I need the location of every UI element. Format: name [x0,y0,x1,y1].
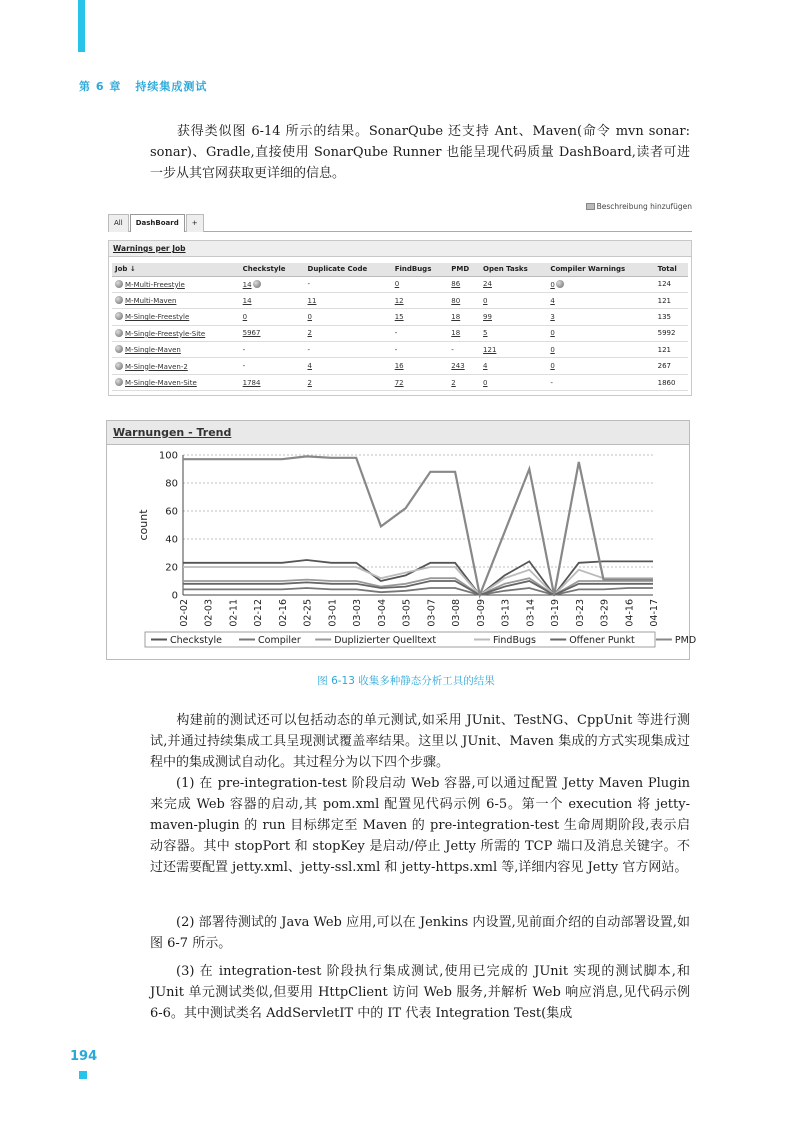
legend-label: FindBugs [493,635,536,646]
x-tick-label: 03-14 [525,599,537,627]
job-link[interactable]: M-Single-Maven [125,346,181,355]
x-tick-label: 02-02 [179,599,190,627]
warning-count-link[interactable]: 0 [483,378,488,387]
table-row [112,342,688,358]
table-cell [480,276,547,292]
x-tick-label: 03-13 [500,599,512,627]
chart-title: Warnungen - Trend [107,421,689,445]
table-cell: 121 [655,292,688,308]
tab-dashboard[interactable]: DashBoard [130,214,185,232]
chapter-title: 持续集成测试 [135,80,208,93]
table-cell [480,325,547,341]
table-cell: - [305,276,392,292]
legend-label: Checkstyle [170,635,223,646]
legend-label: Offener Punkt [569,635,635,646]
status-ball-icon [115,280,123,288]
table-row [112,374,688,390]
body-paragraph-1: 构建前的测试还可以包括动态的单元测试,如采用 JUnit、TestNG、CppUnit 等进行测试,并通过持续集成工具呈现测试覆盖率结果。这里以 JUnit、Maven 集成的方式实现集成过程中的集成测试自动化。其过程分为以下四个步骤。 [150,713,690,770]
y-tick-label: 100 [158,450,178,462]
table-cell: - [547,374,654,390]
table-cell: 267 [655,358,688,374]
warning-count-link[interactable]: 4 [307,362,312,371]
table-cell: - [240,342,305,358]
table-cell [112,358,240,374]
column-header: Checkstyle [240,263,305,276]
table-cell [448,292,480,308]
status-ball-icon [115,296,123,304]
x-tick-label: 02-03 [203,599,215,627]
column-header: FindBugs [392,263,449,276]
x-tick-label: 03-05 [401,599,413,627]
status-ball-icon [115,329,123,337]
warning-count-link[interactable]: 4 [550,296,555,305]
table-cell [392,358,449,374]
table-cell [547,325,654,341]
tab-bar [108,214,692,232]
page-number: 194 [70,1049,98,1064]
legend-label: Duplizierter Quelltext [334,635,437,646]
x-tick-label: 03-01 [327,599,339,627]
table-cell [547,358,654,374]
table-cell [240,292,305,308]
table-cell [448,325,480,341]
table-cell [240,276,305,292]
column-header: Compiler Warnings [547,263,654,276]
status-ball-icon [115,362,123,370]
table-cell [112,374,240,390]
x-tick-label: 03-19 [550,599,562,627]
warning-count-link[interactable]: 0 [550,362,555,371]
legend-label: Compiler [258,635,301,646]
job-link[interactable]: M-Single-Maven-2 [125,362,188,371]
table-cell [240,374,305,390]
job-link[interactable]: M-Single-Freestyle [125,313,190,322]
x-tick-label: 02-11 [228,599,240,627]
series-line [183,581,653,595]
table-cell [448,358,480,374]
x-tick-label: 02-25 [302,599,314,627]
warning-count-link[interactable]: 80 [451,296,461,305]
warnings-panel [108,240,692,396]
body-paragraph-4: (3) 在 integration-test 阶段执行集成测试,使用已完成的 JUnit 实现的测试脚本,和 JUnit 单元测试类似,但要用 HttpClient 访问 Web 服务,并解析 Web 响应消息,见代码示例 6-6。其中测试类名 AddServletIT 中的 IT 代表 Integration Test(集成 [150,964,690,1021]
table-cell [112,292,240,308]
table-cell [480,358,547,374]
warning-count-link[interactable]: 86 [451,280,461,289]
body-paragraph-2: (1) 在 pre-integration-test 阶段启动 Web 容器,可以通过配置 Jetty Maven Plugin 来完成 Web 容器的启动,其 pom.xml 配置见代码示例 6-5。第一个 execution 将 jetty-maven-plugin 的 run 目标绑定至 Maven 的 pre-integration-test 生命周期阶段,表示启动容器。其中 stopPort 和 stopKey 是启动/停止 Jetty 所需的 TCP 端口及消息关键字。不过还需要配置 jetty.xml、jetty-ssl.xml 和 jetty-https.xml 等,详细内容见 Jetty 官方网站。 [150,776,690,875]
column-header: Open Tasks [480,263,547,276]
table-row [112,292,688,308]
column-header[interactable]: Job ↓ [112,263,240,276]
job-link[interactable]: M-Single-Freestyle-Site [125,329,206,338]
table-cell [547,342,654,358]
table-row [112,276,688,292]
series-line [183,456,653,595]
table-cell [448,374,480,390]
status-ball-icon [556,280,564,288]
y-tick-label: 40 [165,534,178,546]
warning-count-link[interactable]: 12 [394,296,404,305]
warning-count-link[interactable]: 2 [307,329,312,338]
table-cell [305,292,392,308]
trend-chart-svg [107,445,697,659]
warning-count-link[interactable]: 4 [483,362,488,371]
x-tick-label: 02-12 [253,599,265,627]
table-cell [448,276,480,292]
warning-count-link[interactable]: 14 [242,280,252,289]
warning-count-link[interactable]: 243 [451,362,465,371]
intro-paragraph: 获得类似图 6-14 所示的结果。SonarQube 还支持 Ant、Maven(命令 mvn sonar: sonar)、Gradle,直接使用 SonarQube Runner 也能呈现代码质量 DashBoard,读者可进一步从其官网获取更详细的信息。 [150,124,690,181]
warnings-screenshot [106,200,692,396]
column-header: PMD [448,263,480,276]
warning-count-link[interactable]: 0 [394,280,400,289]
table-cell [305,325,392,341]
warning-count-link[interactable]: 0 [483,296,488,305]
x-tick-label: 03-03 [352,599,364,627]
table-row [112,358,688,374]
table-cell: - [240,358,305,374]
table-row [112,325,688,341]
warning-count-link[interactable]: 3 [550,312,555,321]
column-header: Duplicate Code [305,263,392,276]
job-link[interactable]: M-Multi-Freestyle [125,280,185,289]
warning-count-link[interactable]: 16 [394,362,404,371]
warning-count-link[interactable]: 121 [483,345,497,354]
table-cell [305,309,392,325]
job-link[interactable]: M-Multi-Maven [125,297,177,306]
table-cell: - [448,342,480,358]
status-ball-icon [115,378,123,386]
warning-count-link[interactable]: 99 [483,312,492,321]
y-tick-label: 20 [165,562,178,574]
legend-label: PMD [674,635,697,646]
table-cell: 1860 [655,374,688,390]
table-cell: - [305,342,392,358]
description-link[interactable]: Beschreibung hinzufügen [586,202,692,211]
table-cell: 135 [655,309,688,325]
column-header: Total [655,263,688,276]
status-ball-icon [253,280,261,288]
table-cell [480,374,547,390]
table-cell [112,276,240,292]
warning-count-link[interactable]: 18 [451,312,461,321]
warning-count-link[interactable]: 14 [242,296,252,305]
table-cell [112,309,240,325]
tab-add[interactable]: + [186,214,204,232]
edit-icon [586,203,595,210]
table-cell: - [392,325,449,341]
table-header-row [112,263,688,276]
x-tick-label: 03-29 [599,599,611,627]
page-marker [79,1071,87,1079]
body-paragraph-3: (2) 部署待测试的 Java Web 应用,可以在 Jenkins 内设置,见前面介绍的自动部署设置,如图 6-7 所示。 [150,915,690,951]
table-cell [480,292,547,308]
table-cell [240,325,305,341]
tab-all[interactable]: All [108,214,129,232]
x-tick-label: 03-07 [426,599,438,627]
status-ball-icon [115,312,123,320]
warning-count-link[interactable]: 2 [307,378,312,387]
y-tick-label: 60 [165,506,178,518]
x-tick-label: 03-23 [574,599,586,627]
table-cell [448,309,480,325]
table-row [112,309,688,325]
y-tick-label: 80 [165,478,178,490]
chapter-header [79,78,221,94]
warning-count-link[interactable]: 0 [550,280,555,289]
table-cell [392,374,449,390]
cyan-accent-bar [78,0,85,52]
x-tick-label: 03-08 [451,599,463,627]
trend-chart [106,420,697,660]
table-cell [392,309,449,325]
warning-count-link[interactable]: 5 [483,329,488,338]
warning-count-link[interactable]: 0 [550,329,555,338]
x-tick-label: 02-16 [277,599,289,627]
table-cell [240,309,305,325]
warning-count-link[interactable]: 0 [307,312,312,321]
table-cell: - [392,342,449,358]
table-cell [305,374,392,390]
warning-count-link[interactable]: 2 [451,378,456,387]
table-cell [480,342,547,358]
warning-count-link[interactable]: 72 [394,378,404,387]
warning-count-link[interactable]: 11 [307,296,317,305]
warning-count-link[interactable]: 18 [451,329,461,338]
warning-count-link[interactable]: 0 [242,312,248,321]
table-cell: 124 [655,276,688,292]
status-ball-icon [115,345,123,353]
table-cell [392,276,449,292]
warning-count-link[interactable]: 24 [483,280,492,289]
table-cell [392,292,449,308]
table-cell [480,309,547,325]
warnings-table [112,263,688,391]
figure-caption: 图 6-13 收集多种静态分析工具的结果 [317,675,495,687]
chapter-number: 第 6 章 [79,80,122,93]
x-tick-label: 03-09 [475,599,487,627]
panel-title[interactable]: Warnings per Job [109,241,691,257]
warning-count-link[interactable]: 5967 [242,329,261,338]
table-cell: 121 [655,342,688,358]
x-tick-label: 04-16 [624,599,636,627]
warning-count-link[interactable]: 15 [394,312,404,321]
table-cell [112,342,240,358]
table-cell [547,309,654,325]
series-line [183,588,653,595]
series-line [183,578,653,595]
x-tick-label: 03-04 [376,599,388,627]
y-axis-label: count [137,509,150,541]
table-cell [547,276,654,292]
table-cell [547,292,654,308]
table-cell [112,325,240,341]
table-cell: 5992 [655,325,688,341]
x-tick-label: 04-17 [649,599,660,627]
y-tick-label: 0 [171,590,178,602]
warning-count-link[interactable]: 1784 [242,378,261,387]
job-link[interactable]: M-Single-Maven-Site [125,379,197,388]
warning-count-link[interactable]: 0 [550,345,555,354]
table-cell [305,358,392,374]
